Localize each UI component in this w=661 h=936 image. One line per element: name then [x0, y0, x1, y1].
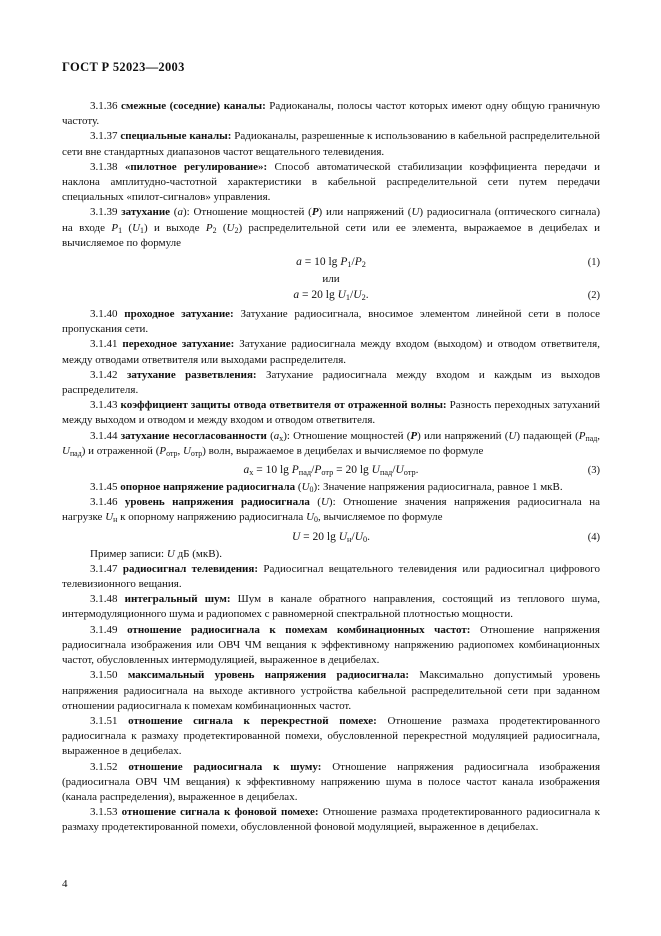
definition-3-1-41: 3.1.41 переходное затухание: Затухание радиосигнала между входом (выходом) и отводом ответвителя, между отводами ответвителя или выходами распределителя.: [62, 338, 600, 366]
definition-3-1-37: 3.1.37 специальные каналы: Радиоканалы, разрешенные к использованию в кабельной распределительной сети вне стандартных диапазонов частот вещательного телевидения.: [62, 130, 600, 158]
definition-3-1-43: 3.1.43 коэффициент защиты отвода ответвителя от отраженной волны: Разность переходных затуханий между выходом и отводом и между входом и отводом ответвителя.: [62, 399, 601, 427]
definition-3-1-52: 3.1.52 отношение радиосигнала к шуму: Отношение напряжения радиосигнала изображения (радиосигнала ОВЧ ЧМ вещания) к эффективному напряжению шума в полосе частот канала изображения (канала распределения), выраженное в децибелах.: [62, 760, 601, 803]
document-header: ГОСТ Р 52023—2003: [62, 60, 185, 74]
formula-number: (2): [587, 290, 600, 302]
definition-3-1-46: 3.1.46 уровень напряжения радиосигнала (U): Отношение значения напряжения радиосигнала на нагрузке $U_н$ к опорному напряжению радиосигнала $U_0$, вычисляемое по формуле: [62, 496, 600, 525]
definition-3-1-53: 3.1.53 отношение сигнала к фоновой помехе: Отношение размаха продетектированного радиосигнала к размаху продетектированной помехи, обусловленной фоновой модуляцией, выраженное в децибелах.: [62, 806, 601, 834]
formula-conjunction: или: [322, 273, 340, 286]
formula-number: (1): [587, 257, 600, 269]
document-body: [62, 99, 600, 836]
page-number: 4: [62, 878, 68, 890]
definition-3-1-39: 3.1.39 затухание (a): Отношение мощностей (P) или напряжений (U) радиосигнала (оптического сигнала) на входе $P_1$ $(U_1)$ и выходе $P_2$ $(U_2)$ распределительной сети или ее элемента, выражаемое в децибелах и вычисляемое по формуле: [62, 206, 600, 249]
formula-1: a = 10 $\lg P_1/P_2$ (1): [296, 256, 600, 270]
formula-number: (3): [587, 465, 600, 477]
definition-3-1-51: 3.1.51 отношение сигнала к перекрестной помехе: Отношение размаха продетектированного радиосигнала к размаху продетектированной помехи, обусловленной перекрестной модуляцией радиосигнала, выраженное в децибелах.: [62, 714, 600, 758]
definition-3-1-36: 3.1.36 смежные (соседние) каналы: Радиоканалы, полосы частот которых имеют одну общую граничную частоту.: [62, 100, 600, 128]
formula-number: (4): [587, 531, 600, 543]
definition-3-1-42: 3.1.42 затухание разветвления: Затухание радиосигнала между входом и каждым из выходов распределителя.: [62, 368, 601, 397]
formula-3: $a_x = 10$ $\lg P_{пад}/P_{отр} = 20$ $\lg U_{пад}/U_{отр}$. (3): [243, 464, 600, 478]
formula-4: U = 20 $\lg U_н/U_0$. (4): [291, 530, 600, 544]
formula-2: a = 20 $\lg U_1/U_2$. (2): [293, 289, 600, 303]
definition-3-1-49: 3.1.49 отношение радиосигнала к помехам комбинационных частот: Отношение напряжения радиосигнала изображения или ОВЧ ЧМ вещания к эффективному напряжению радиопомех комбинационных частот, обусловленных интермодуляцией, выраженное в децибелах.: [62, 623, 600, 667]
definition-3-1-38: 3.1.38 «пилотное регулирование»: Способ автоматической стабилизации коэффициента передачи и наклона амплитудно-частотной характеристики в кабельной распределительной сети путем передачи специальных «пилот-сигналов» управления.: [62, 160, 601, 204]
definition-3-1-44: 3.1.44 затухание несогласованности $(a_x)$: Отношение мощностей (P) или напряжений (U) падающей ($P_{пад}$, $U_{пад}$) и отраженной ($P_{отр}$, $U_{отр}$) волн, выражаемое в децибелах и вычисляемое по формуле: [62, 429, 600, 458]
definition-3-1-48: 3.1.48 интегральный шум: Шум в канале обратного направления, состоящий из теплового шума, интермодуляционного шума и радиопомех с равномерной спектральной плотностью мощности.: [62, 593, 600, 621]
definition-3-1-40: 3.1.40 проходное затухание: Затухание радиосигнала, вносимое элементом линейной сети в полосе пропускания сети.: [62, 308, 601, 336]
definition-3-1-45: 3.1.45 опорное напряжение радиосигнала $(U_0)$: Значение напряжения радиосигнала, равное 1 мкВ.: [90, 481, 563, 495]
example-note: Пример записи: U дБ (мкВ).: [90, 547, 222, 560]
definition-3-1-47: 3.1.47 радиосигнал телевидения: Радиосигнал вещательного телевидения или радиосигнал цифрового телевизионного вещания.: [62, 562, 600, 591]
definition-3-1-50: 3.1.50 максимальный уровень напряжения радиосигнала: Максимально допустимый уровень напряжения радиосигнала на выходе активного устройства кабельной распределительной сети при заданном отношении радиосигнала к помехам комбинационных частот.: [62, 669, 600, 712]
